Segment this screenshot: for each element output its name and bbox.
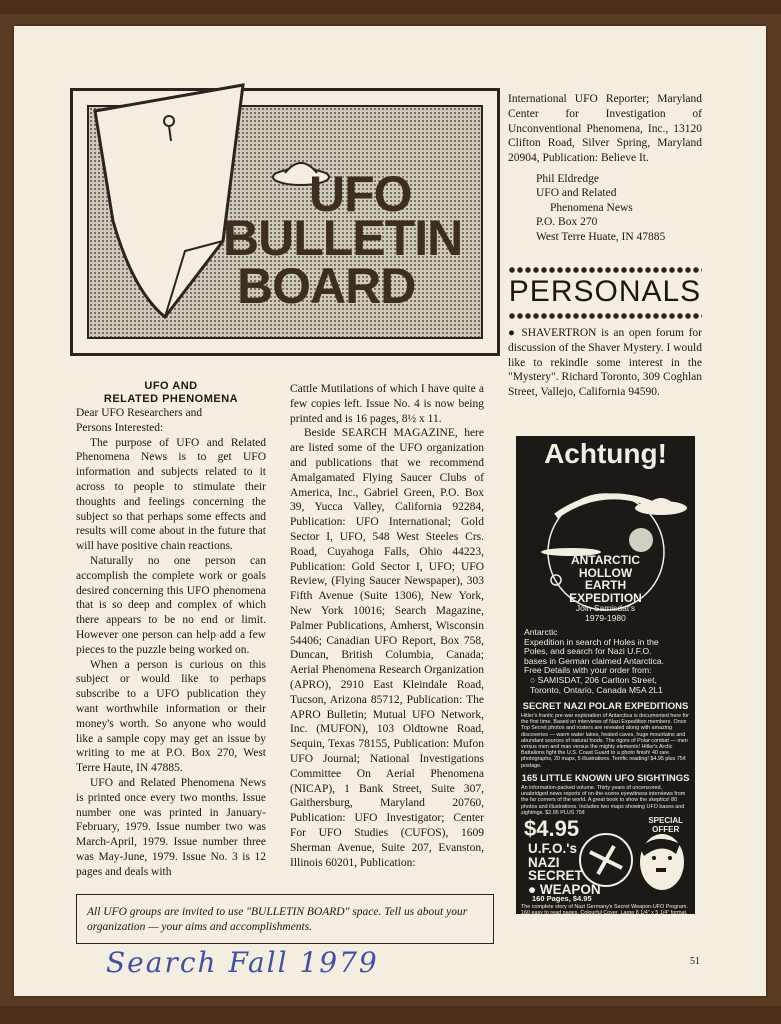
page-number: 51 [690, 956, 700, 967]
article-column-3 [508, 92, 702, 244]
paragraph: Naturally no one person can accomplish the complete work or goals desired concerning this UFO phenomena that is so deep and complex of which there appears to be no end or limit. However one person can help add a few pieces to the puzzle being worked on. [76, 554, 266, 656]
bullet-icon: ○ [530, 674, 536, 685]
special-line: SPECIAL [648, 816, 683, 825]
join-line: Join Samisdat's [575, 603, 636, 613]
body-line: Antarctic [524, 627, 558, 637]
pages-price: 160 Pages, $4.95 [532, 894, 592, 903]
ad-subheading: SECRET NAZI POLAR EXPEDITIONS [522, 701, 689, 712]
salutation: Persons Interested: [76, 421, 164, 434]
ad-title: Achtung! [544, 438, 667, 469]
wood-plank [0, 0, 781, 14]
expedition-line: EXPEDITION [569, 590, 642, 605]
magazine-page [14, 26, 766, 996]
paragraph: Beside SEARCH MAGAZINE, here are listed some of the UFO organization and publications that we recommend Amalgamated Flying Saucer Clubs of America, Inc., Gabriel Green, P.O. Box 39, Yucca Valley, California 92284, Publication: UFO International; Gold Sector I, UFO, 548 West Steeles Crs. Road, Cuyahoga Falls, Ohio 44223, Publication: Gold Sector I, UFO; UFO Review, (Flying Saucer Newspaper), 303 Fifth Avenue (Suite 1306), New York, New York 10016; Search Magazine, Palmer Publications, Amherst, Wisconsin 54406; Canadian UFO Report, Box 758, Duncan, British Columbia, Canada; Aerial Phenomena Research Organization (APRO), 2910 East Kleindale Road, Tucson, Arizona 85712, Publication: The APRO Bulletin; Mutual UFO Network, Inc. (MUFON), 103 Oldtowne Road, Sequin, Texas 78155, Publication: Mufon UFO Journal; National Investigations Committee On Aerial Phenomena (NICAP), 1 Bank Street, Suite 307, Gaithersburg, Maryland 20760, Publication: UFO Investigator; Center For UFO Studies (CUFOS), 1609 Sherman Avenue, Suite 207, Evanston, Illinois 60201, Publication: [290, 427, 484, 869]
body-line: Poles, and search for Nazi U.F.O. [524, 646, 652, 657]
personals-text: SHAVERTRON is an open forum for discussion of the Shaver Mystery. I would like to rekindle some interest in the "Mystery". Richard Toronto, 309 Coghlan Street, Vallejo, California 94590. [508, 327, 703, 399]
special-line: OFFER [652, 825, 680, 834]
bullet-icon: ● [528, 881, 537, 897]
ad-small-print: Hitler's frantic pre-war exploration of Antarctica is documented here for the first time. Based on interviews of Nazi Expedition members. Once Top Secret photos and rosters are revealed along with amazing discoveries — warm water lakes, heated caves, huge mountains and abundant sources of natural foods. The rigors of Polar combat — men versus men and man versus the mighty elements! Hitler's Arctic Battalions fight the U.S. Coast Guard to a photo finish! 40 rare photographs, 20 maps, 5 illustrations. Terrific reading! $4.95 plus 75¢ postage. [521, 713, 689, 769]
signature-name: Phil Eldredge [536, 172, 599, 185]
handwritten-annotation: Search Fall 1979 [106, 946, 379, 979]
salutation: Dear UFO Researchers and [76, 407, 203, 419]
achtung-advertisement [516, 436, 695, 948]
banner-word-board: BOARD [237, 258, 416, 314]
price: $4.95 [524, 816, 580, 841]
paragraph: UFO and Related Phenomena News is printed once every two months. Issue number one was printed in January-February, 1979. Issue number two was March-April, 1979. Issue number three was May-June, 1979. Issue No. 3 is 12 pages and deals with [76, 776, 266, 878]
article-column-2 [290, 382, 484, 870]
body-line: Expedition in search of Holes in the [524, 636, 659, 647]
signature-line: UFO and Related [536, 187, 617, 200]
wood-plank [0, 1006, 781, 1024]
notice-text: All UFO groups are invited to use "BULLETIN BOARD" space. Tell us about your organization — your aims and accomplishments. [87, 906, 468, 933]
title-line: NAZI [528, 854, 560, 870]
expedition-line: EARTH [584, 578, 627, 592]
personals-listing [508, 326, 702, 400]
expedition-body [524, 628, 689, 695]
expedition-title [516, 554, 695, 604]
paragraph: International UFO Reporter; Maryland Center for Investigation of Unconventional Phenomena, Inc., 13120 Clifton Road, Silver Spring, Maryland 20904, Publication: Believe It. [508, 93, 702, 165]
paragraph: When a person is curious on this subject or would like to perhaps subscribe to a UFO publication they want worthwhile information or their money's worth. So anyone who would like a sample copy may get an issue by writing to me at P.O. Box 270, West Terre Haute, IN 47885. [76, 658, 266, 775]
ad-small-print: An information-packed volume. Thirty years of uncensored, unabridged news reports of on-the-scene eyewitness interviews from the far corners of the world. A great book to show the skeptics! 80 photos and illustrations. Includes two maps showing UFO bases and sightings. $2.95 PLUS 75¢ [521, 785, 686, 816]
body-line: Free Details with your order from: [524, 665, 652, 676]
article-heading: RELATED PHENOMENA [103, 393, 239, 405]
signature-line: West Terre Huate, IN 47885 [536, 230, 666, 243]
bullet-icon: ● [508, 327, 517, 339]
article-column-1 [76, 380, 266, 880]
article-heading: UFO AND [144, 380, 198, 392]
title-text: WEAPON [539, 881, 601, 897]
address-text: SAMISDAT, 206 Carlton Street, [537, 674, 657, 685]
expedition-join [516, 604, 695, 623]
join-line: 1979-1980 [585, 612, 626, 623]
bulletin-board-banner [70, 88, 500, 356]
banner-word-ufo: UFO [309, 166, 412, 222]
dotted-divider [508, 266, 702, 274]
banner-word-bulletin: BULLETIN [223, 210, 463, 266]
nazi-weapon-title [528, 842, 601, 896]
dotted-divider [508, 312, 702, 320]
expedition-line: HOLLOW [578, 565, 633, 580]
personals-heading: PERSONALS [508, 275, 702, 308]
signature-line: P.O. Box 270 [536, 216, 598, 229]
title-line: SECRET [528, 868, 583, 883]
address-line: Toronto, Ontario, Canada M5A 2L1 [530, 684, 663, 695]
ad-small-print: The complete story of Nazi Germany's Secret Weapon-UFO Program. 160 easy to read pages. Colourful Cover. Large 8 1/4" x 5 1/4" format. 145 Photographs, 74 Engineering Drawings and Illustrations. 5 Maps (showing U.F.O. Bases, etc.) 83 Photostatically reproduced, reports of sightings from around the world. Starting from 1943 to the present. Many never before published photos and other material. This book is only sold direct by the authors-publishers. $4.95 plus 75¢ postage. [521, 904, 688, 948]
expedition-line: ANTARCTIC [570, 553, 641, 567]
ad-subheading: 165 LITTLE KNOWN UFO SIGHTINGS [521, 773, 690, 784]
invitation-notice [76, 894, 494, 944]
signature-line: Phenomena News [550, 201, 633, 214]
body-line: bases in German claimed Antarctica. [524, 655, 664, 666]
title-line: U.F.O.'s [528, 841, 577, 856]
paragraph: Cattle Mutilations of which I have quite a few copies left. Issue No. 4 is now being printed and is 16 pages, 8½ x 11. [290, 383, 484, 425]
paragraph: The purpose of UFO and Related Phenomena News is to get UFO information and subjects related to it across to people to stimulate their thoughts and feelings concerning the subject so that perhaps some effects and results will come about in the future that will have positive chain reactions. [76, 436, 266, 553]
